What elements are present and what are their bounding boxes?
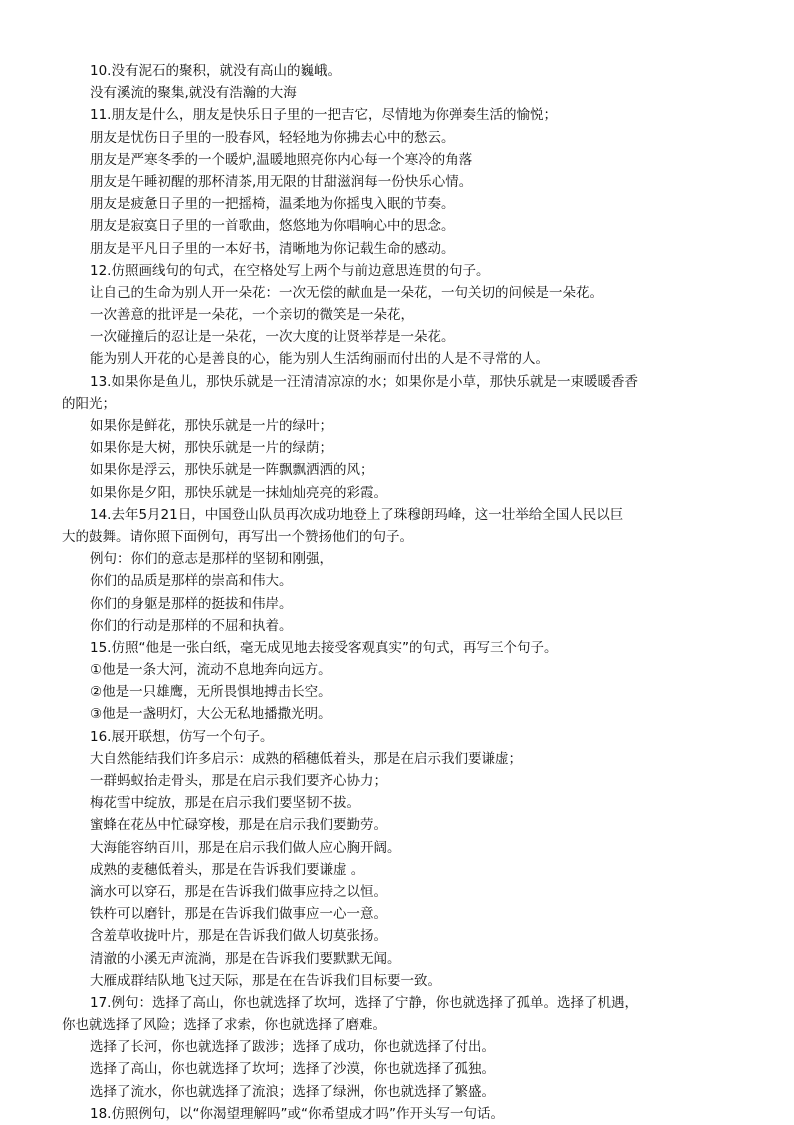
text-line: 17.例句：选择了高山，你也就选择了坎坷，选择了宁静，你也就选择了孤单。选择了机遇，	[90, 994, 638, 1011]
text-line: 例句：你们的意志是那样的坚韧和刚强，	[90, 551, 333, 568]
text-line: 13.如果你是鱼儿，那快乐就是一汪清清凉凉的水；如果你是小草，那快乐就是一束暖暖香香	[90, 373, 638, 390]
text-line: 的阳光；	[62, 395, 116, 412]
text-line: 朋友是疲惫日子里的一把摇椅，温柔地为你摇曳入眠的节奏。	[90, 196, 455, 213]
text-line: 10.没有泥石的聚积，就没有高山的巍峨。	[90, 63, 341, 79]
text-line: 你也就选择了风险；选择了求索，你也就选择了磨难。	[62, 1017, 386, 1034]
text-line: 14.去年5月21日，中国登山队员再次成功地登上了珠穆朗玛峰，这一壮举给全国人民以巨	[90, 506, 624, 523]
text-line: 一次善意的批评是一朵花，一个亲切的微笑是一朵花，	[90, 307, 414, 324]
text-line: 如果你是浮云，那快乐就是一阵飘飘洒洒的风；	[90, 462, 374, 479]
text-line: 你们的身躯是那样的挺拔和伟岸。	[90, 595, 293, 612]
text-line: 清澈的小溪无声流淌，那是在告诉我们要默默无闻。	[90, 950, 401, 967]
text-line: 16.展开联想，仿写一个句子。	[90, 728, 274, 745]
text-line: 你们的行动是那样的不屈和执着。	[90, 617, 293, 634]
text-line: 梅花雪中绽放，那是在启示我们要坚韧不拔。	[90, 795, 360, 812]
text-line: 朋友是寂寞日子里的一首歌曲，悠悠地为你唱响心中的思念。	[90, 218, 455, 235]
text-line: ②他是一只雄鹰，无所畏惧地搏击长空。	[90, 684, 332, 701]
text-line: 如果你是鲜花，那快乐就是一片的绿叶；	[90, 418, 333, 434]
text-line: 朋友是平凡日子里的一本好书，清晰地为你记载生命的感动。	[90, 240, 455, 257]
text-line: 选择了长河，你也就选择了跋涉；选择了成功，你也就选择了付出。	[90, 1039, 495, 1056]
text-line: 如果你是夕阳，那快乐就是一抹灿灿亮亮的彩霞。	[90, 484, 387, 501]
text-line: 12.仿照画线句的句式，在空格处写上两个与前边意思连贯的句子。	[90, 262, 490, 279]
text-line: 能为别人开花的心是善良的心，能为别人生活绚丽而付出的人是不寻常的人。	[90, 351, 549, 368]
text-line: 朋友是忧伤日子里的一股春风，轻轻地为你拂去心中的愁云。	[90, 129, 455, 146]
text-line: 选择了高山，你也就选择了坎坷；选择了沙漠，你也就选择了孤独。	[90, 1061, 495, 1078]
text-line: 大自然能结我们许多启示：成熟的稻穗低着头，那是在启示我们要谦虚；	[90, 750, 522, 767]
text-line: 11.朋友是什么，朋友是快乐日子里的一把吉它，尽情地为你弹奏生活的愉悦；	[90, 107, 557, 124]
text-line: 15.仿照“他是一张白纸，毫无成见地去接受客观真实”的句式，再写三个句子。	[90, 639, 558, 656]
text-line: 大的鼓舞。请你照下面例句，再写出一个赞扬他们的句子。	[62, 528, 413, 545]
text-line: 蜜蜂在花丛中忙碌穿梭，那是在启示我们要勤劳。	[90, 817, 387, 834]
text-line: 朋友是严寒冬季的一个暖炉,温暖地照亮你内心每一个寒冷的角落	[90, 151, 473, 168]
text-line: 成熟的麦穗低着头，那是在告诉我们要谦虚 。	[90, 861, 365, 878]
text-line: 一群蚂蚁抬走骨头，那是在启示我们要齐心协力；	[90, 773, 387, 789]
text-line: 朋友是午睡初醒的那杯清茶,用无限的甘甜滋润每一份快乐心情。	[90, 173, 473, 190]
text-line: 大雁成群结队地飞过天际，那是在在告诉我们目标要一致。	[90, 972, 441, 989]
text-line: 一次碰撞后的忍让是一朵花，一次大度的让贤举荐是一朵花。	[90, 329, 455, 346]
text-line: 18.仿照例句，以“你渴望理解吗”或“你希望成才吗”作开头写一句话。	[90, 1105, 504, 1122]
text-line: 如果你是大树，那快乐就是一片的绿荫；	[90, 440, 333, 457]
text-line: ③他是一盏明灯，大公无私地播撒光明。	[90, 706, 332, 723]
document-body	[0, 60, 794, 1125]
text-line: 没有溪流的聚集,就没有浩瀚的大海	[90, 85, 297, 102]
text-line: 含羞草收拢叶片，那是在告诉我们做人切莫张扬。	[90, 928, 387, 945]
text-line: 选择了流水，你也就选择了流浪；选择了绿洲，你也就选择了繁盛。	[90, 1083, 495, 1100]
text-line: 滴水可以穿石，那是在告诉我们做事应持之以恒。	[90, 883, 387, 900]
text-line: ①他是一条大河，流动不息地奔向远方。	[90, 662, 332, 679]
text-line: 大海能容纳百川，那是在启示我们做人应心胸开阔。	[90, 839, 401, 856]
text-line: 铁杵可以磨针，那是在告诉我们做事应一心一意。	[90, 906, 387, 923]
text-line: 让自己的生命为别人开一朵花：一次无偿的献血是一朵花，一句关切的问候是一朵花。	[90, 284, 603, 301]
text-line: 你们的品质是那样的崇高和伟大。	[90, 573, 293, 590]
